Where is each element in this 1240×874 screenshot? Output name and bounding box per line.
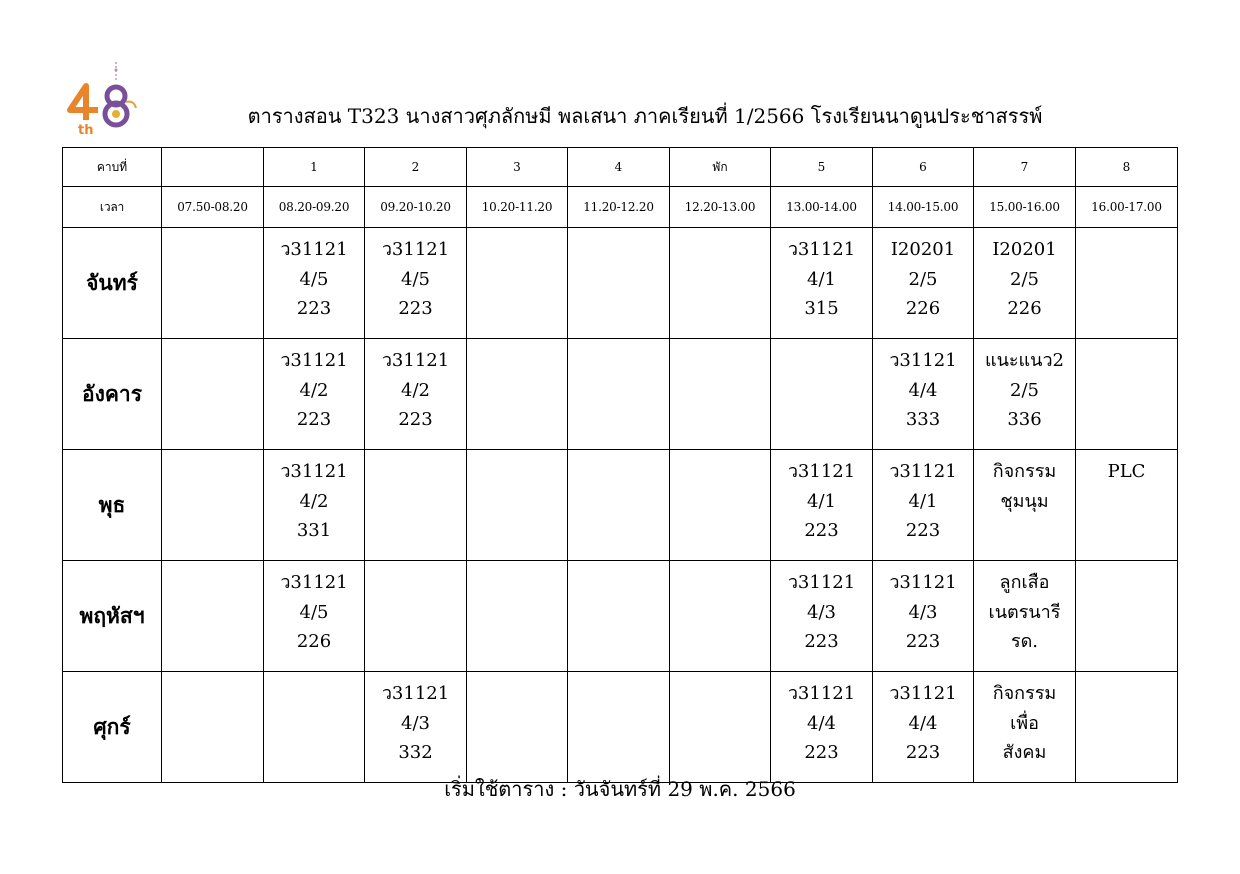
cell-line: 4/2 — [401, 379, 430, 401]
schedule-cell — [467, 339, 568, 450]
schedule-cell — [467, 672, 568, 783]
schedule-cell — [670, 561, 771, 672]
cell-line: 332 — [398, 742, 433, 763]
cell-line: รด. — [1010, 631, 1039, 652]
cell-line: ว31121 — [787, 572, 856, 593]
cell-line: 4/1 — [807, 268, 836, 290]
schedule-table — [62, 147, 1178, 783]
cell-line: 4/5 — [299, 601, 329, 623]
time-slot: 14.00-15.00 — [873, 187, 974, 228]
schedule-cell — [974, 339, 1076, 450]
day-name: พฤหัสฯ — [63, 561, 162, 672]
cell-line: ว31121 — [889, 683, 957, 704]
cell-line: ว31121 — [381, 239, 450, 260]
time-slot: 11.20-12.20 — [568, 187, 670, 228]
cell-line: ว31121 — [280, 572, 348, 593]
time-slot: 16.00-17.00 — [1076, 187, 1178, 228]
period-number: 2 — [365, 148, 467, 187]
cell-line: I20201 — [890, 239, 956, 260]
period-number: 1 — [264, 148, 365, 187]
cell-line: ว31121 — [889, 572, 957, 593]
day-name: พุธ — [63, 450, 162, 561]
schedule-cell — [264, 672, 365, 783]
cell-line: 4/3 — [807, 601, 836, 623]
cell-line: กิจกรรม — [992, 683, 1057, 704]
time-slot: 08.20-09.20 — [264, 187, 365, 228]
cell-line: ว31121 — [889, 461, 957, 482]
cell-line: ชุมนุม — [1000, 490, 1049, 512]
cell-line: ว31121 — [787, 461, 856, 482]
cell-line: 223 — [804, 742, 839, 763]
schedule-cell — [162, 339, 264, 450]
schedule-cell — [162, 228, 264, 339]
time-slot: 10.20-11.20 — [467, 187, 568, 228]
cell-line: 336 — [1007, 409, 1042, 430]
period-number: 7 — [974, 148, 1076, 187]
cell-line: เนตรนารี — [988, 601, 1061, 623]
schedule-cell — [974, 672, 1076, 783]
schedule-cell — [873, 672, 974, 783]
cell-line: สังคม — [1002, 742, 1047, 763]
schedule-cell — [1076, 228, 1178, 339]
time-slot: 15.00-16.00 — [974, 187, 1076, 228]
schedule-cell — [365, 672, 467, 783]
schedule-cell — [771, 450, 873, 561]
cell-line: ว31121 — [381, 350, 450, 371]
period-number: 8 — [1076, 148, 1178, 187]
cell-line: กิจกรรม — [992, 461, 1057, 482]
schedule-cell — [1076, 561, 1178, 672]
period-header-row — [63, 148, 1178, 187]
schedule-cell — [771, 228, 873, 339]
cell-line: 2/5 — [1010, 268, 1039, 290]
cell-line: ว31121 — [280, 239, 348, 260]
cell-line: 223 — [398, 298, 433, 319]
cell-line: 331 — [296, 520, 332, 541]
cell-line: 4/5 — [401, 268, 430, 290]
cell-line: 223 — [296, 298, 332, 319]
period-number: พัก — [670, 148, 771, 187]
cell-line: 333 — [905, 409, 941, 430]
cell-line: 4/2 — [299, 490, 329, 512]
day-row — [63, 672, 1178, 783]
cell-line: 4/4 — [908, 379, 938, 401]
time-header-row — [63, 187, 1178, 228]
schedule-cell — [568, 561, 670, 672]
schedule-cell — [568, 672, 670, 783]
page-title: ตารางสอน T323 นางสาวศุภลักษมี พลเสนา ภาคเรียนที่ 1/2566 โรงเรียนนาดูนประชาสรรพ์ — [247, 104, 1043, 128]
period-number: 3 — [467, 148, 568, 187]
cell-line: ว31121 — [280, 350, 348, 371]
cell-line: ว31121 — [280, 461, 348, 482]
period-number — [162, 148, 264, 187]
cell-line: PLC — [1107, 461, 1146, 482]
cell-line: 226 — [905, 298, 941, 319]
cell-line: 315 — [804, 298, 839, 319]
schedule-cell — [1076, 450, 1178, 561]
schedule-cell — [1076, 339, 1178, 450]
period-number: 5 — [771, 148, 873, 187]
cell-line: 226 — [1007, 298, 1042, 319]
cell-line: เพื่อ — [1010, 712, 1039, 734]
cell-line: 223 — [905, 520, 941, 541]
schedule-cell — [670, 228, 771, 339]
cell-line: 4/4 — [807, 712, 836, 734]
schedule-cell — [670, 450, 771, 561]
schedule-cell — [873, 450, 974, 561]
time-label: เวลา — [63, 187, 162, 228]
cell-line: 223 — [296, 409, 332, 430]
schedule-cell — [873, 228, 974, 339]
cell-line: ว31121 — [889, 350, 957, 371]
schedule-cell — [771, 339, 873, 450]
schedule-cell — [264, 228, 365, 339]
schedule-cell — [974, 561, 1076, 672]
period-label: คาบที่ — [63, 148, 162, 187]
time-slot: 09.20-10.20 — [365, 187, 467, 228]
schedule-cell — [873, 339, 974, 450]
cell-line: 4/3 — [401, 712, 430, 734]
cell-line: I20201 — [992, 239, 1057, 260]
time-slot: 12.20-13.00 — [670, 187, 771, 228]
cell-line: ว31121 — [381, 683, 450, 704]
day-name: จันทร์ — [63, 228, 162, 339]
time-slot: 07.50-08.20 — [162, 187, 264, 228]
cell-line: 223 — [905, 742, 941, 763]
schedule-cell — [365, 228, 467, 339]
cell-line: 223 — [905, 631, 941, 652]
period-number: 6 — [873, 148, 974, 187]
schedule-cell — [974, 228, 1076, 339]
cell-line: 223 — [804, 520, 839, 541]
day-row — [63, 561, 1178, 672]
time-slot: 13.00-14.00 — [771, 187, 873, 228]
logo-text: th — [78, 123, 94, 138]
day-row — [63, 339, 1178, 450]
cell-line: 223 — [398, 409, 433, 430]
schedule-cell — [162, 450, 264, 561]
schedule-cell — [264, 450, 365, 561]
schedule-cell — [365, 339, 467, 450]
schedule-cell — [467, 228, 568, 339]
day-name: อังคาร — [63, 339, 162, 450]
schedule-cell — [467, 450, 568, 561]
cell-line: 4/5 — [299, 268, 329, 290]
cell-line: 4/3 — [908, 601, 938, 623]
cell-line: 4/1 — [908, 490, 938, 512]
school-48th-logo — [64, 58, 144, 138]
schedule-cell — [568, 339, 670, 450]
schedule-cell — [467, 561, 568, 672]
schedule-cell — [873, 561, 974, 672]
schedule-cell — [365, 561, 467, 672]
start-date-note: เริ่มใช้ตาราง : วันจันทร์ที่ 29 พ.ค. 2566 — [444, 777, 796, 801]
schedule-cell — [365, 450, 467, 561]
day-row — [63, 228, 1178, 339]
cell-line: 2/5 — [908, 268, 938, 290]
schedule-cell — [670, 339, 771, 450]
cell-line: 4/4 — [908, 712, 938, 734]
cell-line: 4/2 — [299, 379, 329, 401]
schedule-cell — [974, 450, 1076, 561]
cell-line: 226 — [296, 631, 332, 652]
cell-line: ว31121 — [787, 239, 856, 260]
period-number: 4 — [568, 148, 670, 187]
schedule-cell — [568, 228, 670, 339]
schedule-cell — [771, 561, 873, 672]
schedule-cell — [162, 561, 264, 672]
cell-line: ว31121 — [787, 683, 856, 704]
cell-line: แนะแนว2 — [984, 350, 1065, 371]
schedule-cell — [1076, 672, 1178, 783]
day-name: ศุกร์ — [63, 672, 162, 783]
schedule-cell — [670, 672, 771, 783]
schedule-cell — [568, 450, 670, 561]
schedule-cell — [162, 672, 264, 783]
schedule-cell — [264, 561, 365, 672]
cell-line: 223 — [804, 631, 839, 652]
day-row — [63, 450, 1178, 561]
schedule-cell — [771, 672, 873, 783]
cell-line: ลูกเสือ — [999, 572, 1050, 593]
cell-line: 2/5 — [1010, 379, 1039, 401]
schedule-cell — [264, 339, 365, 450]
cell-line: 4/1 — [807, 490, 836, 512]
